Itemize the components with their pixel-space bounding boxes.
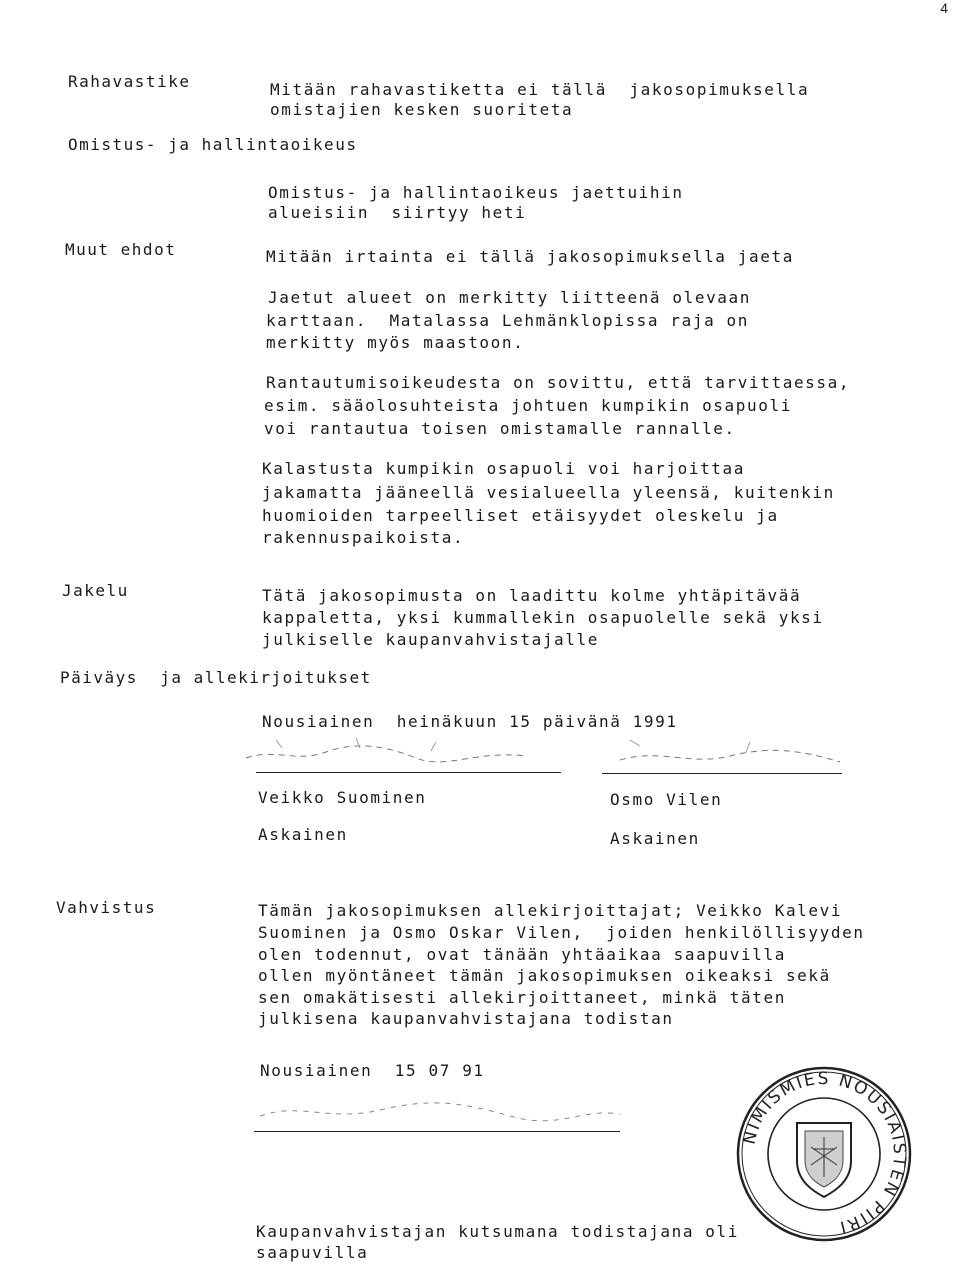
vahvistus-line-1: Tämän jakosopimuksen allekirjoittajat; Veikko Kalevi (258, 901, 843, 920)
vahvistus-line-2: Suominen ja Osmo Oskar Vilen, joiden henkilöllisyyden (258, 923, 865, 942)
muut-ehdot-p2-line-3: merkitty myös maastoon. (266, 333, 525, 352)
official-seal (735, 1065, 913, 1243)
witness-line-1: Kaupanvahvistajan kutsumana todistajana oli (256, 1222, 740, 1241)
signature-line-2 (602, 773, 842, 774)
signature-line-1 (256, 772, 561, 773)
signer2-name: Osmo Vilen (610, 790, 723, 809)
seal-text: NIMISMIES NOUSIAISTEN PIIRI (739, 1068, 910, 1238)
vahvistus-line-5: sen omakätisesti allekirjoittaneet, minkä täten (258, 988, 786, 1007)
muut-ehdot-p4-line-3: huomioiden tarpeelliset etäisyydet oleskelu ja (262, 506, 779, 525)
muut-ehdot-p4-line-2: jakamatta jääneellä vesialueella yleensä, kuitenkin (262, 483, 835, 502)
page-number: 4 (940, 0, 948, 16)
muut-ehdot-p4-line-4: rakennuspaikoista. (262, 528, 465, 547)
section-label-jakelu: Jakelu (62, 581, 129, 600)
witness-line-2: saapuvilla (256, 1243, 369, 1262)
section-label-omistus: Omistus- ja hallintaoikeus (68, 135, 358, 154)
confirmation-place-date: Nousiainen 15 07 91 (260, 1061, 485, 1080)
jakelu-line-2: kappaletta, yksi kummallekin osapuolelle sekä yksi (262, 608, 824, 627)
section-label-vahvistus: Vahvistus (56, 898, 157, 917)
muut-ehdot-p3-line-2: esim. sääolosuhteista johtuen kumpikin osapuoli (264, 396, 792, 415)
signer2-role: Askainen (610, 829, 700, 848)
muut-ehdot-p2-line-2: karttaan. Matalassa Lehmänklopissa raja on (266, 311, 750, 330)
muut-ehdot-p2-line-1: Jaetut alueet on merkitty liitteenä olevaan (268, 288, 752, 307)
muut-ehdot-p3-line-1: Rantautumisoikeudesta on sovittu, että tarvittaessa, (266, 373, 851, 392)
rahavastike-line-1: Mitään rahavastiketta ei tällä jakosopimuksella (270, 80, 810, 99)
jakelu-line-1: Tätä jakosopimusta on laadittu kolme yhtäpitävää (262, 586, 802, 605)
omistus-line-2: alueisiin siirtyy heti (268, 203, 527, 222)
muut-ehdot-p1-line-1: Mitään irtainta ei tällä jakosopimuksella jaeta (266, 247, 794, 266)
section-label-muut-ehdot: Muut ehdot (65, 240, 177, 259)
signer1-role: Askainen (258, 825, 348, 844)
section-label-paivays: Päiväys ja allekirjoitukset (60, 668, 372, 687)
rahavastike-line-2: omistajien kesken suoriteta (270, 100, 574, 119)
vahvistus-line-6: julkisena kaupanvahvistajana todistan (258, 1009, 674, 1028)
signature-veikko-suominen (236, 728, 566, 778)
signing-place-date: Nousiainen heinäkuun 15 päivänä 1991 (262, 712, 678, 731)
signer1-name: Veikko Suominen (258, 788, 427, 807)
muut-ehdot-p3-line-3: voi rantautua toisen omistamalle rannalle. (264, 419, 736, 438)
jakelu-line-3: julkiselle kaupanvahvistajalle (262, 630, 599, 649)
vahvistus-line-4: ollen myöntäneet tämän jakosopimuksen oikeaksi sekä (258, 966, 831, 985)
omistus-line-1: Omistus- ja hallintaoikeus jaettuihin (268, 183, 684, 202)
muut-ehdot-p4-line-1: Kalastusta kumpikin osapuoli voi harjoittaa (262, 459, 746, 478)
signature-notary (250, 1088, 630, 1134)
signature-line-3 (254, 1131, 620, 1132)
section-label-rahavastike: Rahavastike (68, 72, 191, 91)
vahvistus-line-3: olen todennut, ovat tänään yhtäaikaa saapuvilla (258, 945, 786, 964)
